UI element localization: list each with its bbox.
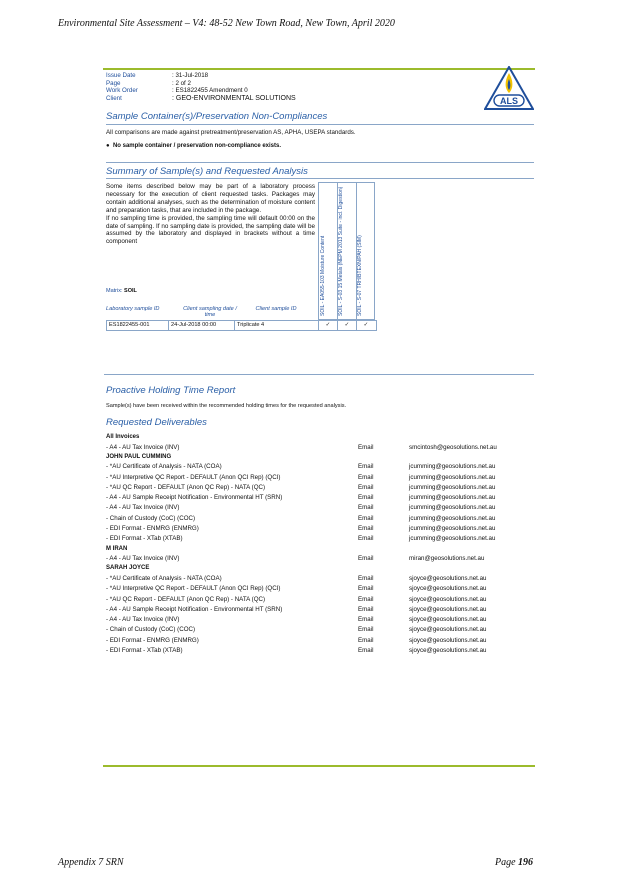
deliverable-email: miran@geosolutions.net.au xyxy=(409,555,485,563)
deliverable-row xyxy=(106,646,526,656)
noncompliance-bullet xyxy=(106,143,281,149)
deliverable-row xyxy=(106,534,526,544)
deliverable-email: jcumming@geosolutions.net.au xyxy=(409,483,496,491)
section-divider xyxy=(106,178,534,179)
section-divider xyxy=(106,124,534,125)
tick-icon: ✓ xyxy=(363,322,369,328)
deliverable-method: Email xyxy=(358,585,374,593)
deliverable-label: - A4 - AU Tax Invoice (INV) xyxy=(106,616,180,624)
deliverable-row xyxy=(106,514,526,524)
meta-value: : ES1822455 Amendment 0 xyxy=(172,87,248,95)
deliverable-email: jcumming@geosolutions.net.au xyxy=(409,494,496,502)
deliverable-method: Email xyxy=(358,514,374,522)
deliverable-label: - EDI Format - ENMRG (ENMRG) xyxy=(106,525,199,533)
deliverable-email: jcumming@geosolutions.net.au xyxy=(409,535,496,543)
deliverable-row xyxy=(106,636,526,646)
deliverable-row xyxy=(106,595,526,605)
deliverable-label: - *AU QC Report - DEFAULT (Anon QC Rep) - NATA (QC) xyxy=(106,595,266,603)
section-heading-holding: Proactive Holding Time Report xyxy=(106,385,236,396)
meta-value: : 2 of 2 xyxy=(172,79,191,87)
meta-row xyxy=(106,87,296,95)
top-divider xyxy=(103,68,535,70)
deliverable-row xyxy=(106,625,526,635)
analysis-header-box xyxy=(318,182,375,320)
deliverable-row xyxy=(106,524,526,534)
deliverable-email: jcumming@geosolutions.net.au xyxy=(409,463,496,471)
sample-client-id: Triplicate 4 xyxy=(235,321,319,330)
analysis-header: SOIL - EA055-103 Moisture Content xyxy=(320,235,326,316)
deliverable-method: Email xyxy=(358,555,374,563)
analysis-header: SOIL - S-03 15 Metals (NEPM 2013 Suite - incl. Digestion) xyxy=(338,186,344,316)
bullet-text: No sample container / preservation non-compliance exists. xyxy=(112,143,282,149)
deliverable-email: jcumming@geosolutions.net.au xyxy=(409,473,496,481)
deliverable-row xyxy=(106,483,526,493)
deliverable-label: - *AU QC Report - DEFAULT (Anon QC Rep) - NATA (QC) xyxy=(106,483,266,491)
deliverable-label: - EDI Format - XTab (XTAB) xyxy=(106,535,183,543)
deliverable-row xyxy=(106,503,526,513)
deliverable-method: Email xyxy=(358,616,374,624)
section-heading-noncompliance: Sample Container(s)/Preservation Non-Compliances xyxy=(106,111,328,122)
holding-text: Sample(s) have been received within the recommended holding times for the requested analysis. xyxy=(106,403,347,409)
meta-key: Page xyxy=(106,79,121,87)
als-flame-logo-icon xyxy=(484,66,534,110)
deliverable-method: Email xyxy=(358,443,374,451)
deliverable-row xyxy=(106,462,526,472)
deliverable-row xyxy=(106,574,526,584)
deliverable-group-title: SARAH JOYCE xyxy=(106,565,150,572)
meta-row xyxy=(106,95,296,103)
deliverable-email: sjoyce@geosolutions.net.au xyxy=(409,616,487,624)
footer-page-number: 196 xyxy=(518,857,534,868)
summary-paragraph: If no sampling time is provided, the sampling time will default 00:00 on the date of sampling. If no sampling date is provided, the sampling date will be assumed by the laboratory and displayed in brackets without a time component xyxy=(106,214,315,246)
deliverable-label: - A4 - AU Tax Invoice (INV) xyxy=(106,443,180,451)
deliverable-group-title: M IRAN xyxy=(106,545,128,552)
deliverable-group-title: JOHN PAUL CUMMING xyxy=(106,453,172,460)
deliverable-label: - A4 - AU Tax Invoice (INV) xyxy=(106,504,180,512)
meta-value: : GEO-ENVIRONMENTAL SOLUTIONS xyxy=(172,94,296,102)
deliverable-method: Email xyxy=(358,525,374,533)
summary-intro xyxy=(106,183,315,246)
deliverable-method: Email xyxy=(358,535,374,543)
deliverable-label: - EDI Format - ENMRG (ENMRG) xyxy=(106,636,199,644)
analysis-header: SOIL - S-07 TRH/BTEXN/PAH (SIM) xyxy=(357,235,363,316)
deliverable-method: Email xyxy=(358,605,374,613)
deliverable-label: - *AU Certificate of Analysis - NATA (COA) xyxy=(106,463,222,471)
sample-row xyxy=(106,320,377,331)
sample-date: 24-Jul-2018 00:00 xyxy=(169,321,235,330)
meta-value: : 31-Jul-2018 xyxy=(172,72,209,79)
section-divider xyxy=(106,162,534,163)
deliverable-row xyxy=(106,473,526,483)
deliverable-method: Email xyxy=(358,626,374,634)
deliverable-label: - A4 - AU Sample Receipt Notification - Environmental HT (SRN) xyxy=(106,605,283,613)
deliverable-row xyxy=(106,554,526,564)
deliverable-row xyxy=(106,615,526,625)
deliverable-email: smcintosh@geosolutions.net.au xyxy=(409,443,497,451)
report-meta xyxy=(106,72,296,102)
section-heading-summary: Summary of Sample(s) and Requested Analysis xyxy=(106,166,308,177)
matrix-label: Matrix: xyxy=(106,288,123,294)
deliverable-email: jcumming@geosolutions.net.au xyxy=(409,525,496,533)
matrix-line xyxy=(106,288,137,294)
deliverable-email: sjoyce@geosolutions.net.au xyxy=(409,647,487,655)
deliverable-method: Email xyxy=(358,494,374,502)
footer-page-prefix: Page xyxy=(495,857,516,868)
deliverable-email: jcumming@geosolutions.net.au xyxy=(409,504,496,512)
deliverable-email: sjoyce@geosolutions.net.au xyxy=(409,574,487,582)
deliverable-label: - Chain of Custody (CoC) (COC) xyxy=(106,514,196,522)
deliverable-row xyxy=(106,493,526,503)
meta-key: Issue Date xyxy=(106,72,136,79)
deliverable-method: Email xyxy=(358,483,374,491)
meta-row xyxy=(106,72,296,80)
col-header-lab-id: Laboratory sample ID xyxy=(106,306,160,312)
deliverable-label: - A4 - AU Tax Invoice (INV) xyxy=(106,555,180,563)
deliverable-method: Email xyxy=(358,504,374,512)
deliverable-method: Email xyxy=(358,473,374,481)
deliverables-list xyxy=(106,433,526,656)
tick-icon: ✓ xyxy=(319,321,338,330)
deliverable-label: - *AU Interpretive QC Report - DEFAULT (Anon QCI Rep) (QCI) xyxy=(106,473,281,481)
meta-key: Work Order xyxy=(106,87,138,95)
deliverable-method: Email xyxy=(358,463,374,471)
section-divider xyxy=(104,374,534,375)
section-heading-deliverables: Requested Deliverables xyxy=(106,417,207,428)
deliverable-label: - *AU Interpretive QC Report - DEFAULT (Anon QCI Rep) (QCI) xyxy=(106,585,281,593)
deliverable-email: sjoyce@geosolutions.net.au xyxy=(409,605,487,613)
deliverable-method: Email xyxy=(358,636,374,644)
deliverable-method: Email xyxy=(358,595,374,603)
deliverable-label: - *AU Certificate of Analysis - NATA (COA) xyxy=(106,574,222,582)
meta-row xyxy=(106,80,296,88)
deliverable-label: - A4 - AU Sample Receipt Notification - Environmental HT (SRN) xyxy=(106,494,283,502)
bullet-icon: ● xyxy=(106,143,113,149)
deliverable-group-title: All Invoices xyxy=(106,434,140,440)
document-header: Environmental Site Assessment – V4: 48-52 New Town Road, New Town, April 2020 xyxy=(58,18,395,29)
als-logo xyxy=(484,66,534,110)
footer-left: Appendix 7 SRN xyxy=(58,857,124,868)
tick-icon: ✓ xyxy=(338,321,357,330)
deliverable-email: sjoyce@geosolutions.net.au xyxy=(409,595,487,603)
summary-paragraph: Some items described below may be part of a laboratory process necessary for the execution of client requested tasks. Packages may contain additional analyses, such as the determination of moisture content and preparation tasks, that are included in the package. xyxy=(106,183,315,214)
deliverable-label: - EDI Format - XTab (XTAB) xyxy=(106,647,183,655)
deliverable-method: Email xyxy=(358,647,374,655)
sample-lab-id: ES1822455-001 xyxy=(107,321,169,330)
footer-page xyxy=(495,857,533,868)
deliverable-row xyxy=(106,443,526,453)
deliverable-email: jcumming@geosolutions.net.au xyxy=(409,514,496,522)
col-header-client-id: Client sample ID xyxy=(255,306,297,312)
deliverable-method: Email xyxy=(358,574,374,582)
deliverable-email: sjoyce@geosolutions.net.au xyxy=(409,636,487,644)
bottom-divider xyxy=(103,765,535,767)
col-header-sampling-date: Client sampling date / time xyxy=(183,306,237,318)
noncompliance-text: All comparisons are made against pretreatment/preservation AS, APHA, USEPA standards. xyxy=(106,129,356,136)
meta-key: Client xyxy=(106,94,122,102)
deliverable-email: sjoyce@geosolutions.net.au xyxy=(409,626,487,634)
deliverable-row xyxy=(106,605,526,615)
matrix-value: SOIL xyxy=(124,288,137,294)
deliverable-row xyxy=(106,584,526,594)
logo-text: ALS xyxy=(500,96,518,106)
deliverable-label: - Chain of Custody (CoC) (COC) xyxy=(106,626,196,634)
deliverable-email: sjoyce@geosolutions.net.au xyxy=(409,585,487,593)
